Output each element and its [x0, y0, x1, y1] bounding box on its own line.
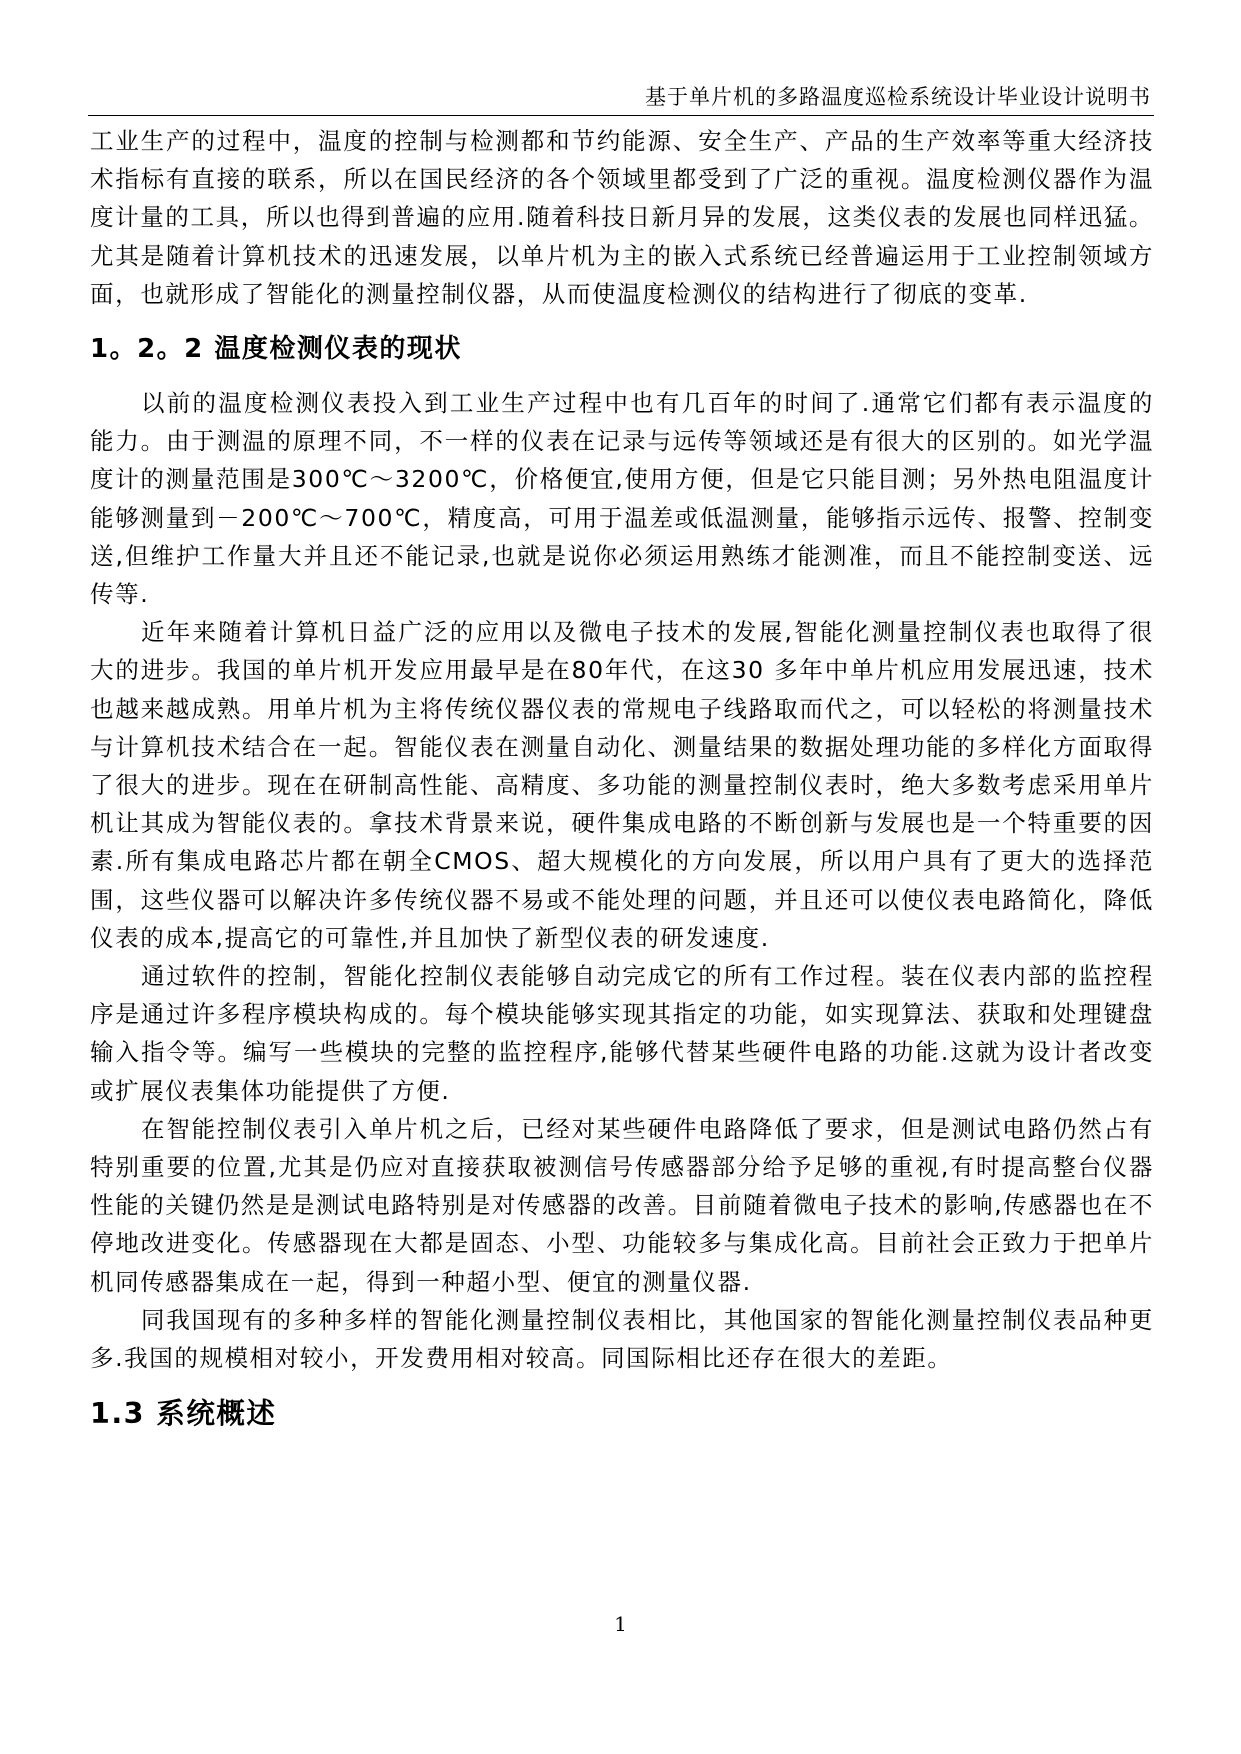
running-header: 基于单片机的多路温度巡检系统设计毕业设计说明书	[645, 85, 1151, 109]
page-body	[90, 122, 1154, 1434]
body-paragraph: 通过软件的控制，智能化控制仪表能够自动完成它的所有工作过程。装在仪表内部的监控程序是通过许多程序模块构成的。每个模块能够实现其指定的功能，如实现算法、获取和处理键盘输入指令等。编写一些模块的完整的监控程序,能够代替某些硬件电路的功能.这就为设计者改变或扩展仪表集体功能提供了方便.	[90, 962, 1154, 1105]
section-heading-1-3: 1.3 系统概述	[90, 1397, 277, 1431]
body-paragraph: 在智能控制仪表引入单片机之后，已经对某些硬件电路降低了要求，但是测试电路仍然占有特别重要的位置,尤其是仍应对直接获取被测信号传感器部分给予足够的重视,有时提高整台仪器性能的关键仍然是是测试电路特别是对传感器的改善。目前随着微电子技术的影响,传感器也在不停地改进变化。传感器现在大都是固态、小型、功能较多与集成化高。目前社会正致力于把单片机同传感器集成在一起，得到一种超小型、便宜的测量仪器.	[90, 1114, 1154, 1296]
page-number: 1	[614, 1612, 627, 1636]
body-paragraph: 近年来随着计算机日益广泛的应用以及微电子技术的发展,智能化测量控制仪表也取得了很大的进步。我国的单片机开发应用最早是在80年代，在这30 多年中单片机应用发展迅速，技术也越来越成熟。用单片机为主将传统仪器仪表的常规电子线路取而代之，可以轻松的将测量技术与计算机技术结合在一起。智能仪表在测量自动化、测量结果的数据处理功能的多样化方面取得了很大的进步。现在在研制高性能、高精度、多功能的测量控制仪表时，绝大多数考虑采用单片机让其成为智能仪表的。拿技术背景来说，硬件集成电路的不断创新与发展也是一个特重要的因素.所有集成电路芯片都在朝全CMOS、超大规模化的方向发展，所以用户具有了更大的选择范围，这些仪器可以解决许多传统仪器不易或不能处理的问题，并且还可以使仪表电路简化，降低仪表的成本,提高它的可靠性,并且加快了新型仪表的研发速度.	[90, 618, 1154, 952]
body-paragraph: 以前的温度检测仪表投入到工业生产过程中也有几百年的时间了.通常它们都有表示温度的能力。由于测温的原理不同，不一样的仪表在记录与远传等领域还是有很大的区别的。如光学温度计的测量范围是300℃～3200℃，价格便宜,使用方便，但是它只能目测；另外热电阻温度计能够测量到－200℃～700℃，精度高，可用于温差或低温测量，能够指示远传、报警、控制变送,但维护工作量大并且还不能记录,也就是说你必须运用熟练才能测准，而且不能控制变送、远传等.	[90, 389, 1154, 609]
section-heading-1-2-2: 1。2。2 温度检测仪表的现状	[90, 334, 462, 365]
header-rule	[88, 115, 1154, 116]
intro-paragraph: 工业生产的过程中，温度的控制与检测都和节约能源、安全生产、产品的生产效率等重大经济技术指标有直接的联系，所以在国民经济的各个领域里都受到了广泛的重视。温度检测仪器作为温度计量的工具，所以也得到普遍的应用.随着科技日新月异的发展，这类仪表的发展也同样迅猛。尤其是随着计算机技术的迅速发展，以单片机为主的嵌入式系统已经普遍运用于工业控制领域方面，也就形成了智能化的测量控制仪器，从而使温度检测仪的结构进行了彻底的变革.	[90, 127, 1154, 308]
body-paragraph: 同我国现有的多种多样的智能化测量控制仪表相比，其他国家的智能化测量控制仪表品种更多.我国的规模相对较小，开发费用相对较高。同国际相比还存在很大的差距。	[90, 1305, 1154, 1373]
